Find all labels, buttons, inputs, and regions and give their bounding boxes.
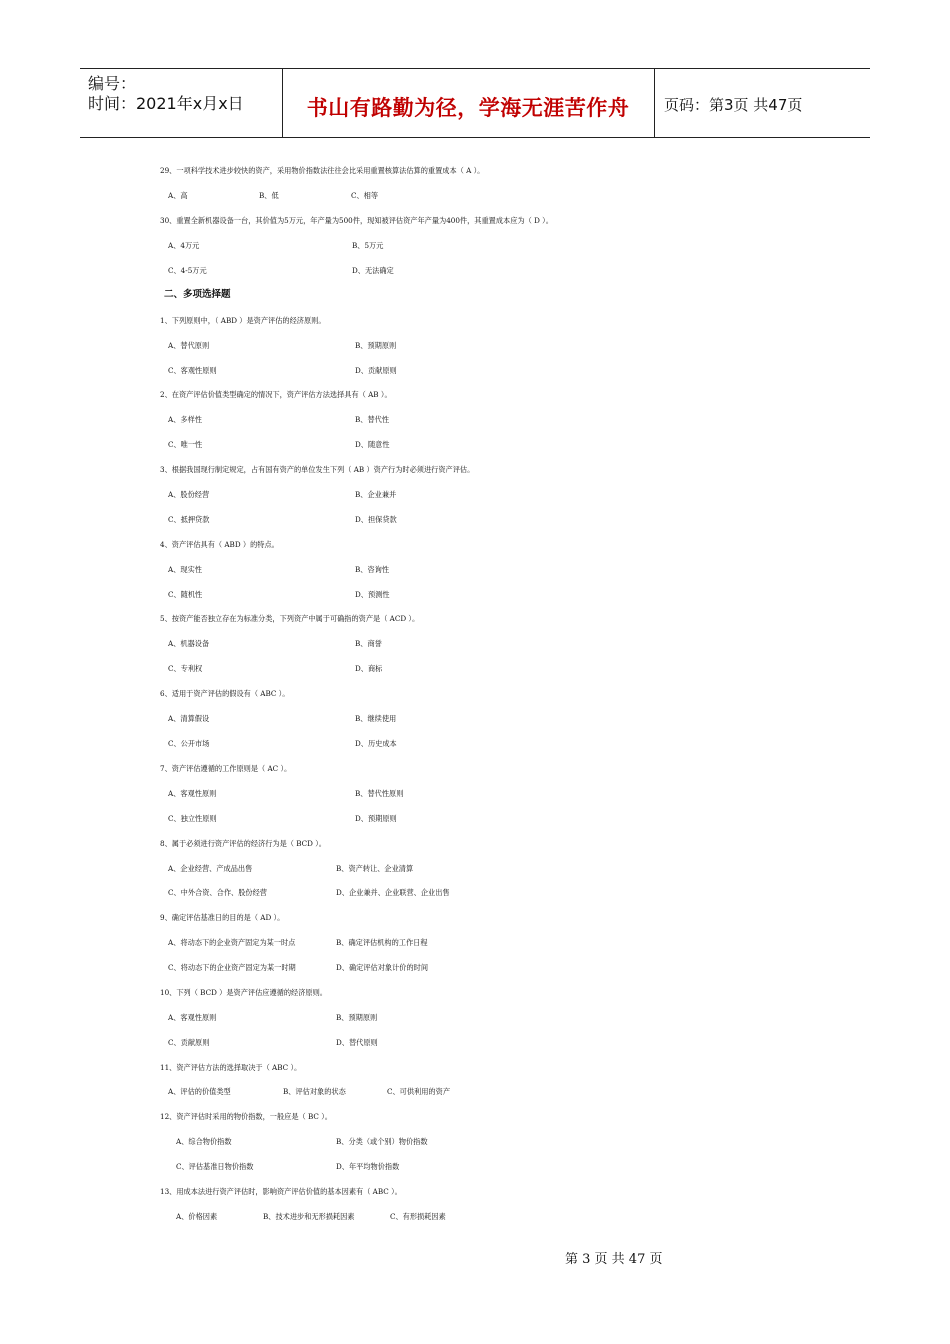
page-number: 第 3 页 共 47 页	[565, 1252, 663, 1267]
mc-question: 1、下列原则中，（ ABD ）是资产评估的经济原则。	[160, 316, 326, 325]
mc-option: B、确定评估机构的工作日程	[336, 938, 428, 947]
date-label: 时间：2021年x月x日	[88, 94, 244, 113]
q29-option-b: B、低	[259, 191, 279, 200]
motto: 书山有路勤为径，学海无涯苦作舟	[306, 96, 630, 120]
mc-option: B、企业兼并	[355, 490, 397, 499]
mc-option: A、多样性	[168, 415, 202, 424]
mc-question: 5、按资产能否独立存在为标准分类，下列资产中属于可确指的资产是（ ACD ）。	[160, 614, 420, 623]
mc-question: 9、确定评估基准日的目的是（ AD ）。	[160, 913, 285, 922]
mc-question: 4、资产评估具有（ ABD ）的特点。	[160, 540, 279, 549]
mc-option: D、确定评估对象计价的时间	[336, 963, 429, 972]
mc-question: 11、资产评估方法的选择取决于（ ABC ）。	[160, 1063, 302, 1072]
mc-option: C、中外合资、合作、股份经营	[168, 888, 267, 897]
mc-question: 12、资产评估时采用的物价指数，一般应是（ BC ）。	[160, 1112, 332, 1121]
mc-option: D、历史成本	[355, 739, 397, 748]
mc-option: B、咨询性	[355, 565, 390, 574]
mc-option: A、清算假设	[168, 714, 210, 723]
mc-option: D、年平均物价指数	[336, 1162, 400, 1171]
mc-option: B、评估对象的状态	[283, 1087, 346, 1096]
q30-option-b: B、5万元	[352, 241, 384, 250]
mc-option: C、抵押贷款	[168, 515, 210, 524]
mc-option: D、预期原则	[355, 814, 397, 823]
mc-option: D、担保贷款	[355, 515, 397, 524]
mc-option: D、随意性	[355, 440, 390, 449]
mc-option: C、评估基准日物价指数	[176, 1162, 254, 1171]
q30-option-c: C、4-5万元	[168, 266, 207, 275]
mc-option: B、分类（或个别）物价指数	[336, 1137, 428, 1146]
mc-option: A、价格因素	[176, 1212, 218, 1221]
mc-option: A、机器设备	[168, 639, 210, 648]
q29-option-c: C、相等	[351, 191, 379, 200]
q30-option-d: D、无法确定	[352, 266, 394, 275]
mc-option: C、可供利用的资产	[387, 1087, 451, 1096]
mc-option: A、现实性	[168, 565, 202, 574]
mc-question: 7、资产评估遵循的工作原则是（ AC ）。	[160, 764, 292, 773]
question-29: 29、一项科学技术进步较快的资产，采用物价指数法往往会比采用重置核算法估算的重置成本（ A ）。	[160, 166, 485, 175]
mc-question: 8、属于必须进行资产评估的经济行为是（ BCD ）。	[160, 839, 326, 848]
mc-option: D、企业兼并、企业联营、企业出售	[336, 888, 450, 897]
mc-option: A、客观性原则	[168, 1013, 217, 1022]
mc-option: D、替代原则	[336, 1038, 378, 1047]
mc-option: A、综合物价指数	[176, 1137, 232, 1146]
section-title: 二、多项选择题	[164, 289, 231, 300]
mc-option: A、将动态下的企业资产固定为某一时点	[168, 938, 296, 947]
number-label: 编号：	[88, 74, 137, 93]
mc-question: 6、适用于资产评估的假设有（ ABC ）。	[160, 689, 290, 698]
mc-option: A、股份经营	[168, 490, 210, 499]
mc-option: A、客观性原则	[168, 789, 217, 798]
mc-option: D、商标	[355, 664, 383, 673]
mc-option: B、商誉	[355, 639, 382, 648]
mc-option: B、继续使用	[355, 714, 397, 723]
mc-option: B、预期原则	[336, 1013, 378, 1022]
mc-question: 2、在资产评估价值类型确定的情况下，资产评估方法选择具有（ AB ）。	[160, 390, 392, 399]
mc-option: D、贡献原则	[355, 366, 397, 375]
mc-question: 10、下列（ BCD ）是资产评估应遵循的经济原则。	[160, 988, 327, 997]
mc-option: C、公开市场	[168, 739, 210, 748]
mc-option: B、替代性	[355, 415, 390, 424]
mc-option: C、唯一性	[168, 440, 203, 449]
mc-option: B、预期原则	[355, 341, 397, 350]
q30-option-a: A、4万元	[168, 241, 200, 250]
page-code: 页码：第3页 共47页	[664, 96, 803, 114]
mc-option: C、有形损耗因素	[390, 1212, 446, 1221]
mc-option: C、随机性	[168, 590, 203, 599]
mc-option: C、贡献原则	[168, 1038, 210, 1047]
mc-option: B、技术进步和无形损耗因素	[263, 1212, 355, 1221]
question-30: 30、重置全新机器设备一台，其价值为5万元，年产量为500件，现知被评估资产年产量为400件，其重置成本应为（ D ）。	[160, 216, 553, 225]
mc-question: 13、用成本法进行资产评估时，影响资产评估价值的基本因素有（ ABC ）。	[160, 1187, 402, 1196]
mc-option: B、替代性原则	[355, 789, 404, 798]
mc-option: A、企业经营、产成品出售	[168, 864, 253, 873]
mc-option: C、独立性原则	[168, 814, 217, 823]
mc-option: C、将动态下的企业资产固定为某一时期	[168, 963, 296, 972]
q29-option-a: A、高	[168, 191, 188, 200]
mc-option: C、客观性原则	[168, 366, 217, 375]
mc-question: 3、根据我国现行制定规定，占有国有资产的单位发生下列（ AB ）资产行为时必须进行资产评估。	[160, 465, 475, 474]
mc-option: C、专利权	[168, 664, 203, 673]
mc-option: B、资产转让、企业清算	[336, 864, 414, 873]
mc-option: A、替代原则	[168, 341, 210, 350]
mc-option: D、预测性	[355, 590, 390, 599]
mc-option: A、评估的价值类型	[168, 1087, 231, 1096]
